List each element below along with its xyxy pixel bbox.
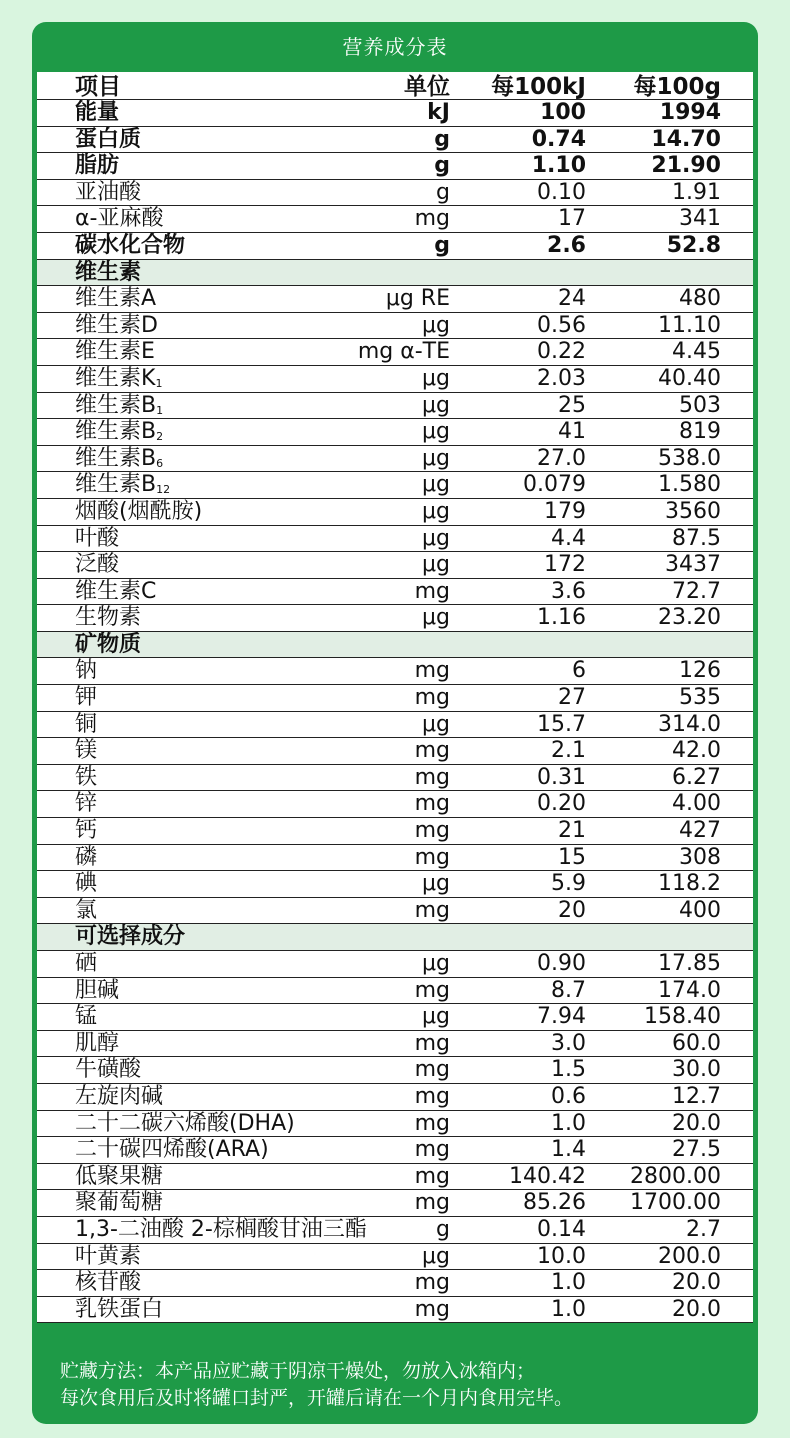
section-row [37,260,753,287]
value-per-100kj: 20 [558,897,586,923]
value-per-100g: 12.7 [672,1083,721,1109]
nutrient-unit: μg [422,312,450,338]
nutrient-name: 叶酸 [75,525,120,551]
nutrient-unit: μg [422,552,450,578]
value-per-100g: 1700.00 [630,1190,721,1216]
nutrient-unit: μg [422,445,450,471]
nutrient-name: 钠 [75,658,98,684]
nutrient-unit: mg [414,1190,450,1216]
value-per-100g: 21.90 [651,153,721,179]
nutrient-name: 磷 [75,844,98,870]
header-item: 项目 [75,74,121,100]
value-per-100g: 174.0 [658,977,721,1003]
value-per-100g: 158.40 [644,1004,721,1030]
nutrient-name: 亚油酸 [75,179,142,205]
table-row [37,951,753,978]
table-row [37,1084,753,1111]
value-per-100g: 118.2 [658,871,721,897]
nutrient-name: 泛酸 [75,552,120,578]
value-per-100g: 23.20 [658,605,721,631]
storage-line-2: 每次食用后及时将罐口封严，开罐后请在一个月内食用完毕。 [60,1387,574,1409]
nutrient-name: 维生素$B_1$ [75,392,164,418]
nutrient-name: 叶黄素 [75,1243,142,1269]
value-per-100kj: 1.0 [551,1296,586,1322]
section-row [37,924,753,951]
value-per-100kj: 10.0 [537,1243,586,1269]
storage-instructions [32,1350,758,1424]
table-row [37,419,753,446]
nutrient-unit: mg [414,764,450,790]
nutrient-unit: mg [414,977,450,1003]
nutrient-name: 核苷酸 [75,1270,142,1296]
nutrient-name: 镁 [75,738,98,764]
table-row [37,765,753,792]
table-row [37,685,753,712]
value-per-100g: 2.7 [686,1216,721,1242]
value-per-100kj: 0.22 [537,339,586,365]
nutrient-subscript: 1 [156,403,164,417]
value-per-100kj: 27.0 [537,445,586,471]
table-row [37,552,753,579]
nutrient-subscript: 12 [156,483,171,497]
nutrient-name: 脂肪 [75,153,120,179]
value-per-100g: 3437 [665,552,721,578]
nutrient-unit: mg [414,1057,450,1083]
nutrient-name: 维生素 [75,259,142,285]
nutrient-unit: μg [422,711,450,737]
value-per-100kj: 1.0 [551,1110,586,1136]
nutrient-unit: μg [422,365,450,391]
value-per-100kj: 1.4 [551,1137,586,1163]
value-per-100kj: 0.14 [537,1216,586,1242]
value-per-100kj: 1.16 [537,605,586,631]
nutrient-name: 碘 [75,871,98,897]
table-row [37,393,753,420]
value-per-100g: 6.27 [672,764,721,790]
value-per-100g: 503 [679,392,721,418]
nutrient-unit: μg [422,1243,450,1269]
nutrition-card [32,22,758,1424]
table-row [37,206,753,233]
nutrient-unit: mg [414,578,450,604]
nutrient-name: 维生素E [75,339,155,365]
value-per-100kj: 24 [558,286,586,312]
value-per-100kj: 0.10 [537,179,586,205]
table-row [37,818,753,845]
nutrient-name: 维生素A [75,286,157,312]
nutrient-name: 维生素$K_1$ [75,365,163,391]
nutrient-unit: μg [422,1004,450,1030]
value-per-100kj: 100 [540,100,586,125]
table-row [37,738,753,765]
nutrient-unit: mg [414,1270,450,1296]
value-per-100g: 341 [679,206,721,232]
table-row [37,871,753,898]
value-per-100g: 535 [679,685,721,711]
nutrient-name: 胆碱 [75,977,120,1003]
section-row [37,632,753,659]
nutrient-name: 维生素$B_2$ [75,419,164,445]
value-per-100g: 427 [679,818,721,844]
nutrient-subscript: 1 [155,376,163,390]
value-per-100g: 20.0 [672,1110,721,1136]
table-row [37,1164,753,1191]
value-per-100kj: 0.90 [537,951,586,976]
value-per-100kj: 8.7 [551,977,586,1003]
table-row [37,898,753,925]
value-per-100g: 200.0 [658,1243,721,1269]
value-per-100g: 30.0 [672,1057,721,1083]
nutrient-unit: g [434,126,450,152]
value-per-100kj: 21 [558,818,586,844]
nutrient-name: 二十碳四烯酸(ARA) [75,1137,269,1163]
nutrient-unit: mg [414,791,450,817]
nutrient-unit: g [436,179,450,205]
header-per-g: 每100g [633,74,721,100]
nutrient-unit: mg [414,658,450,684]
nutrient-name: α-亚麻酸 [75,206,164,232]
nutrient-name: 左旋肉碱 [75,1083,164,1109]
value-per-100kj: 3.6 [551,578,586,604]
table-row [37,1217,753,1244]
value-per-100kj: 0.20 [537,791,586,817]
table-row [37,286,753,313]
value-per-100kj: 4.4 [551,525,586,551]
nutrient-unit: mg α-TE [357,339,450,365]
nutrient-name: 蛋白质 [75,126,142,152]
nutrient-unit: μg [422,605,450,631]
value-per-100kj: 2.1 [551,738,586,764]
nutrient-name: 能量 [75,100,120,125]
nutrient-name: 碳水化合物 [75,232,186,258]
table-row [37,1190,753,1217]
value-per-100g: 11.10 [658,312,721,338]
table-row [37,499,753,526]
nutrient-unit: g [434,232,450,258]
value-per-100kj: 2.6 [547,232,586,258]
nutrient-subscript: 2 [156,430,164,444]
value-per-100kj: 179 [544,498,586,524]
nutrient-unit: μg RE [385,286,450,312]
table-row [37,1057,753,1084]
value-per-100g: 60.0 [672,1030,721,1056]
nutrient-unit: mg [414,897,450,923]
table-row [37,446,753,473]
nutrient-name: 锰 [75,1004,98,1030]
value-per-100g: 308 [679,844,721,870]
nutrient-unit: μg [422,871,450,897]
nutrient-unit: g [434,153,450,179]
value-per-100g: 27.5 [672,1137,721,1163]
nutrient-name: 矿物质 [75,631,142,657]
table-row [37,339,753,366]
value-per-100kj: 172 [544,552,586,578]
value-per-100kj: 7.94 [537,1004,586,1030]
value-per-100g: 3560 [665,498,721,524]
nutrient-unit: μg [422,525,450,551]
value-per-100g: 52.8 [666,232,721,258]
nutrient-subscript: 6 [156,456,164,470]
table-row [37,153,753,180]
value-per-100kj: 6 [572,658,586,684]
nutrient-name: 维生素D [75,312,158,338]
value-per-100g: 4.00 [672,791,721,817]
value-per-100g: 819 [679,419,721,445]
value-per-100kj: 0.6 [551,1083,586,1109]
nutrient-name: 聚葡萄糖 [75,1190,164,1216]
nutrient-unit: g [436,1216,450,1242]
value-per-100g: 1.580 [658,472,721,498]
value-per-100g: 14.70 [651,126,721,152]
table-row [37,1244,753,1271]
table-title: 营养成分表 [342,35,448,59]
value-per-100g: 1.91 [672,179,721,205]
table-row [37,605,753,632]
nutrient-unit: mg [414,1083,450,1109]
value-per-100kj: 1.10 [531,153,586,179]
nutrient-unit: kJ [427,100,450,125]
nutrient-name: 低聚果糖 [75,1163,164,1189]
table-row [37,472,753,499]
nutrient-name: 钾 [75,685,98,711]
value-per-100g: 72.7 [672,578,721,604]
value-per-100kj: 85.26 [523,1190,586,1216]
value-per-100kj: 15.7 [537,711,586,737]
table-row [37,712,753,739]
table-row [37,1111,753,1138]
value-per-100kj: 1.0 [551,1270,586,1296]
nutrient-unit: mg [414,1110,450,1136]
table-row [37,180,753,207]
value-per-100g: 20.0 [672,1296,721,1322]
table-row [37,658,753,685]
header-per-kj: 每100kJ [491,74,586,100]
table-header-row [37,72,753,100]
value-per-100kj: 1.5 [551,1057,586,1083]
table-row [37,526,753,553]
nutrient-name: 烟酸(烟酰胺) [75,498,203,524]
value-per-100g: 538.0 [658,445,721,471]
nutrient-name: 1,3-二油酸 2-棕榈酸甘油三酯 [75,1216,367,1242]
nutrient-unit: mg [414,818,450,844]
nutrient-name: 维生素C [75,578,157,604]
nutrient-name: 维生素$B_{12}$ [75,472,171,498]
nutrient-unit: mg [414,1030,450,1056]
value-per-100g: 87.5 [672,525,721,551]
nutrient-name: 维生素$B_6$ [75,445,164,471]
table-row [37,845,753,872]
value-per-100g: 40.40 [658,365,721,391]
value-per-100g: 17.85 [658,951,721,976]
nutrient-name: 铜 [75,711,98,737]
table-row [37,1297,753,1324]
value-per-100g: 1994 [659,100,721,125]
value-per-100kj: 5.9 [551,871,586,897]
nutrient-unit: mg [414,1163,450,1189]
nutrition-table [37,72,753,1323]
nutrient-name: 牛磺酸 [75,1057,142,1083]
nutrient-name: 铁 [75,764,98,790]
table-row [37,313,753,340]
nutrient-unit: μg [422,392,450,418]
nutrient-unit: mg [414,1137,450,1163]
nutrient-name: 锌 [75,791,98,817]
value-per-100g: 314.0 [658,711,721,737]
value-per-100kj: 15 [558,844,586,870]
value-per-100g: 480 [679,286,721,312]
value-per-100g: 126 [679,658,721,684]
nutrient-name: 钙 [75,818,98,844]
value-per-100g: 42.0 [672,738,721,764]
nutrient-unit: mg [414,844,450,870]
table-row [37,978,753,1005]
nutrient-unit: mg [414,738,450,764]
header-unit: 单位 [404,74,450,100]
value-per-100kj: 2.03 [537,365,586,391]
nutrient-name: 氯 [75,897,98,923]
nutrient-unit: μg [422,419,450,445]
value-per-100kj: 3.0 [551,1030,586,1056]
value-per-100kj: 25 [558,392,586,418]
table-row [37,100,753,127]
nutrient-unit: μg [422,472,450,498]
table-row [37,579,753,606]
nutrient-unit: mg [414,1296,450,1322]
nutrient-unit: μg [422,498,450,524]
nutrient-name: 硒 [75,951,98,976]
table-row [37,233,753,260]
value-per-100kj: 0.079 [523,472,586,498]
table-row [37,1004,753,1031]
value-per-100g: 20.0 [672,1270,721,1296]
value-per-100kj: 0.31 [537,764,586,790]
nutrient-name: 可选择成分 [75,924,186,950]
nutrient-unit: μg [422,951,450,976]
value-per-100kj: 27 [558,685,586,711]
nutrient-name: 二十二碳六烯酸(DHA) [75,1110,295,1136]
table-row [37,366,753,393]
value-per-100g: 2800.00 [630,1163,721,1189]
nutrient-name: 生物素 [75,605,142,631]
value-per-100g: 4.45 [672,339,721,365]
table-row [37,1270,753,1297]
nutrient-unit: mg [414,685,450,711]
value-per-100kj: 0.56 [537,312,586,338]
value-per-100g: 400 [679,897,721,923]
table-row [37,791,753,818]
value-per-100kj: 140.42 [509,1163,586,1189]
table-row [37,1031,753,1058]
storage-line-1: 贮藏方法：本产品应贮藏于阴凉干燥处，勿放入冰箱内； [60,1360,536,1382]
nutrient-name: 肌醇 [75,1030,120,1056]
nutrient-name: 乳铁蛋白 [75,1296,164,1322]
value-per-100kj: 41 [558,419,586,445]
value-per-100kj: 0.74 [531,126,586,152]
nutrient-unit: mg [414,206,450,232]
table-row [37,1137,753,1164]
value-per-100kj: 17 [558,206,586,232]
table-row [37,127,753,154]
